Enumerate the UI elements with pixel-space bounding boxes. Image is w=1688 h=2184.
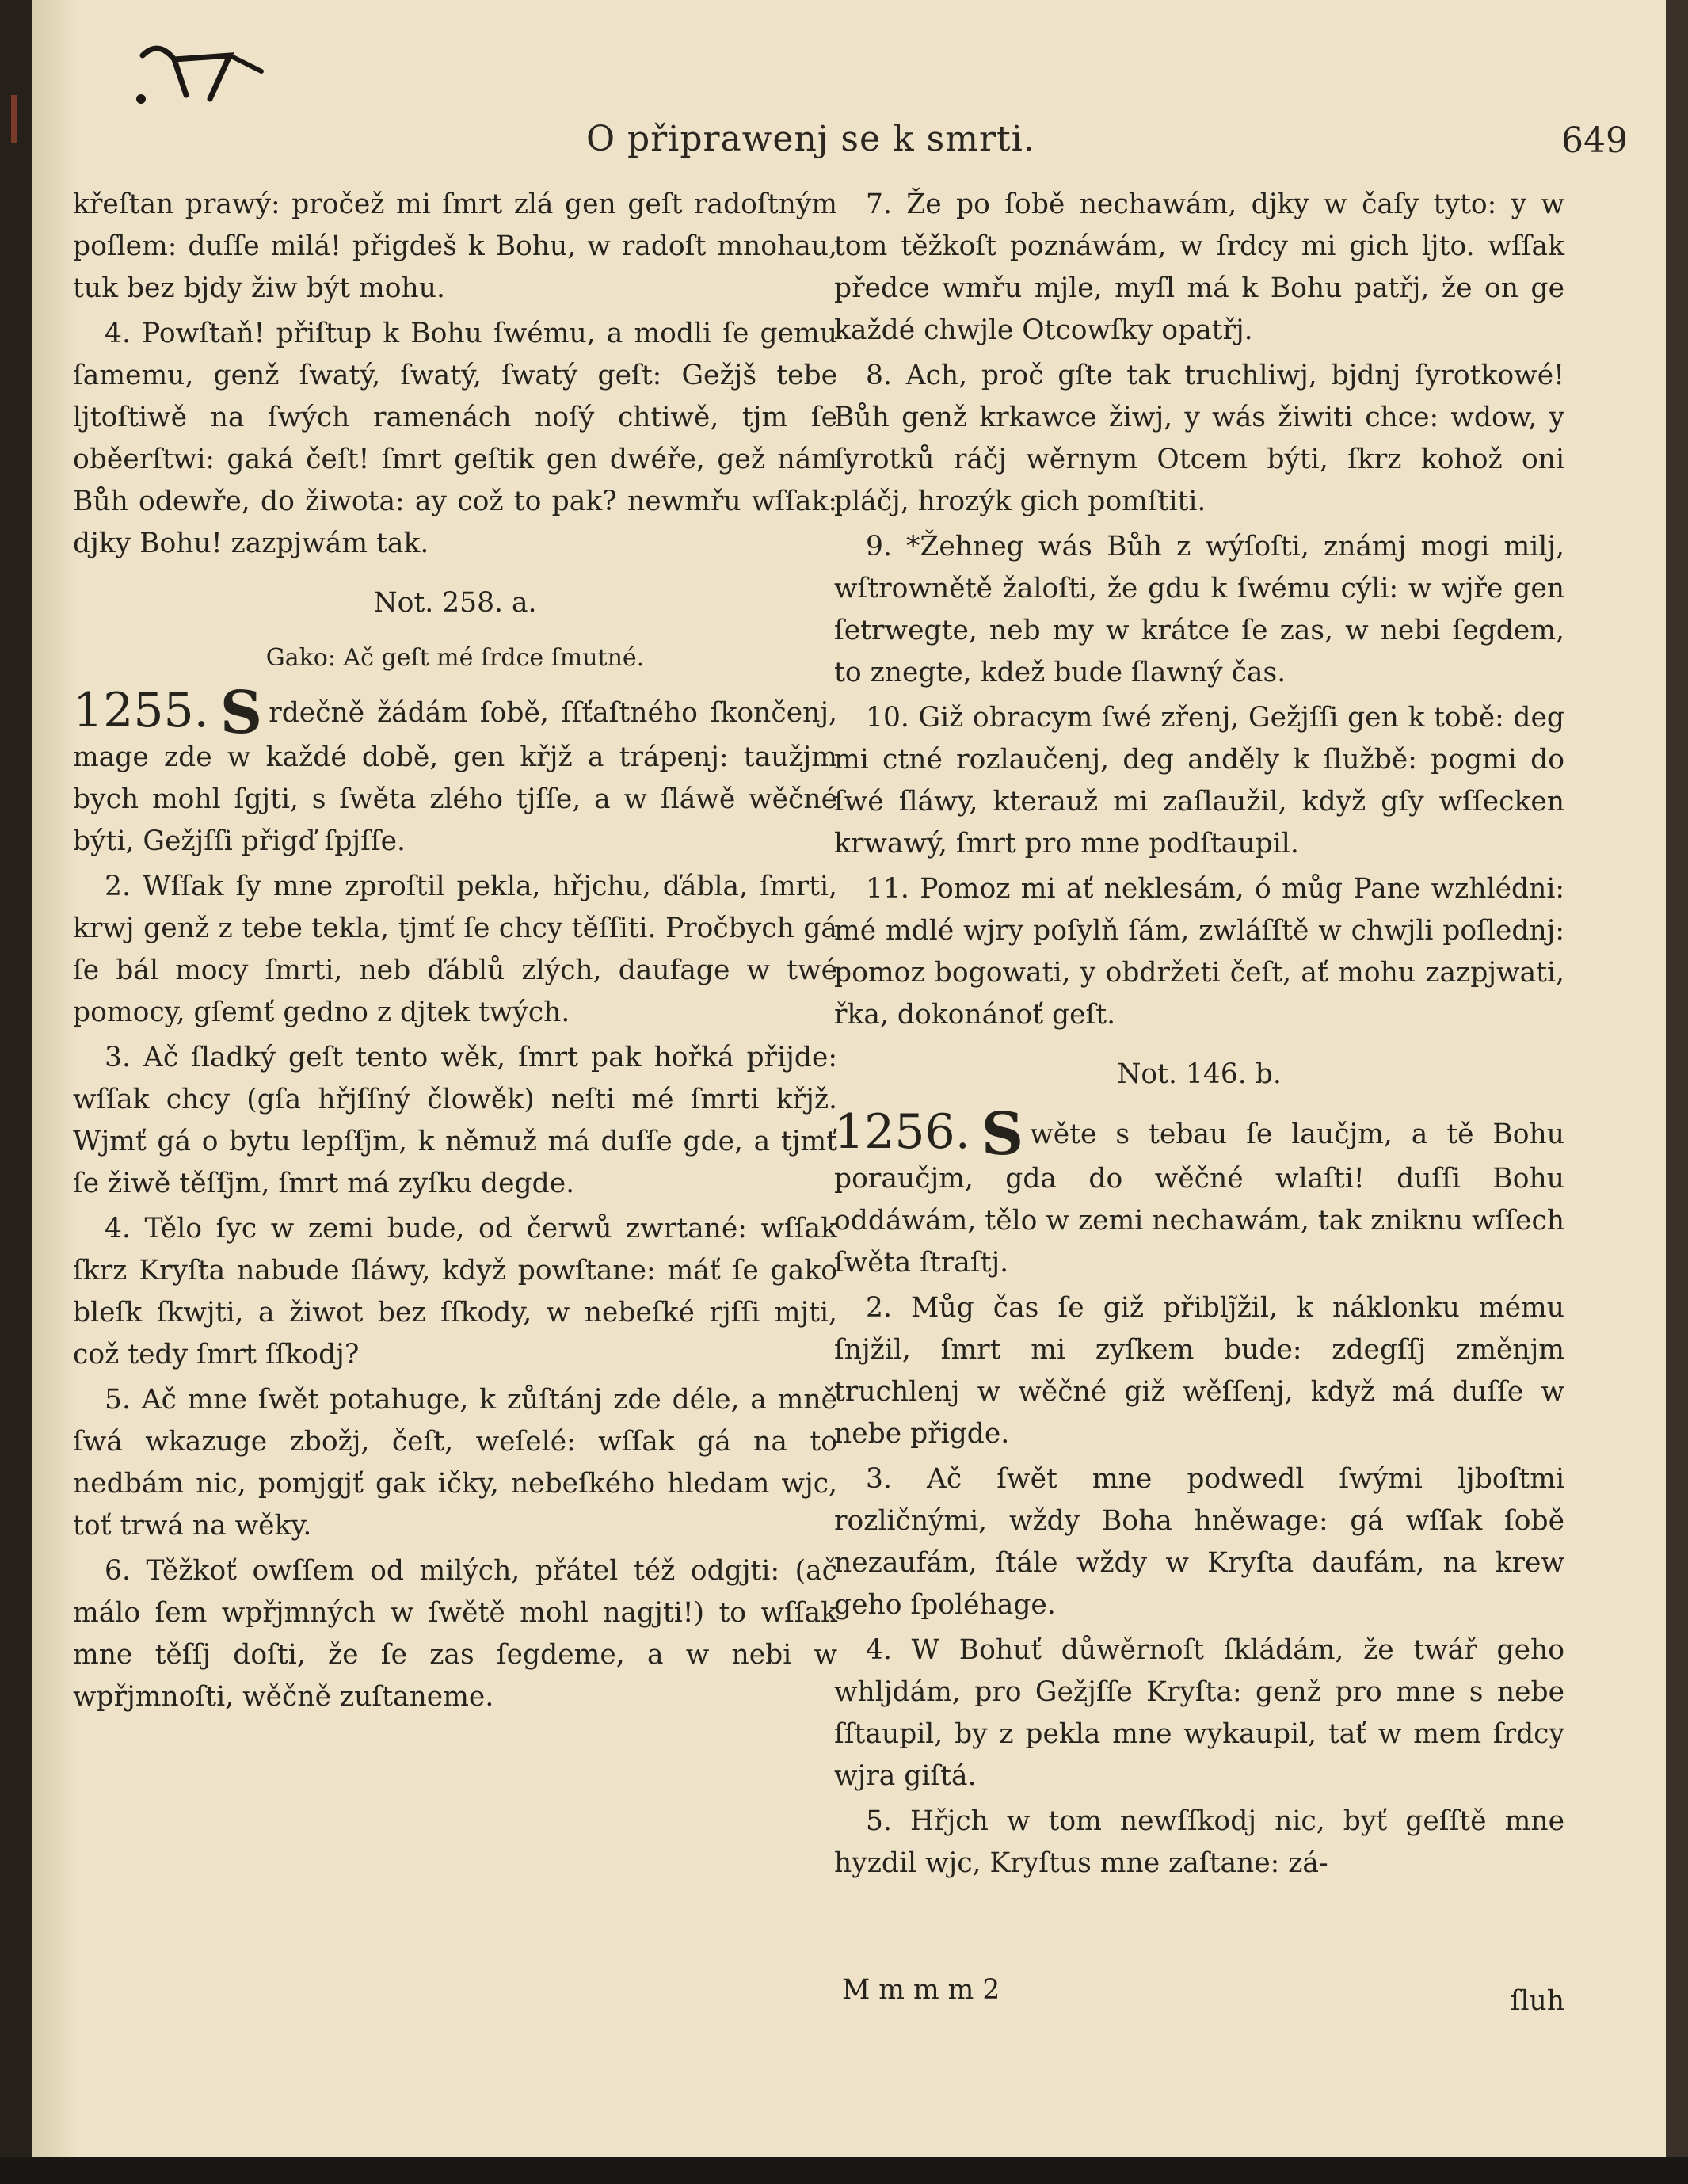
hymn-first-stanza: wěte s tebau ſe laučjm, a tě Bohu poraučjm, gda do wěčné wlaſti! duſſi Bohu oddáwám, tělo w zemi nechawám, tak zniknu wſſech ſwěta ſtraſtj. [834, 1119, 1564, 1279]
stanza: 11. Pomoz mi ať neklesám, ó můg Pane wzhlédni: mé mdlé wjry poſylň ſám, zwláſſtě w chwjli poſlednj: pomoz bogowati, y obdržeti čeſt, ať mohu zazpjwati, řka, dokonánoť geſt. [834, 873, 1564, 1031]
stanza: 5. Hřjch w tom newſſkodj nic, byť geſſtě mne hyzdil wjc, Kryſtus mne zaſtane: zá- [834, 1805, 1564, 1879]
stanza: 2. Wſſak ſy mne zproſtil pekla, hřjchu, ďábla, ſmrti, krwj genž z tebe tekla, tjmť ſe chcy těſſiti. Pročbych gá ſe bál mocy ſmrti, neb ďáblů zlých, daufage w twé pomocy, gſemť gedno z djtek twých. [73, 871, 837, 1028]
tune-note: Not. 258. a. [373, 587, 537, 619]
stanza: 2. Můg čas ſe giž přiblj̃žil, k náklonku mému ſnjžil, ſmrt mi zyſkem bude: zdegſſj změnjm truchlenj w wěčné giž wěſſenj, když má duſſe w nebe přigde. [834, 1292, 1564, 1450]
stanza: 4. W Bohuť důwěrnoſt ſkládám, že twář geho whljdám, pro Gežjſſe Kryſta: genž pro mne s nebe ſſtaupil, by z pekla mne wykaupil, tať w mem ſrdcy wjra giſtá. [834, 1634, 1564, 1792]
handwritten-mark-icon [119, 24, 277, 111]
tune-subtitle: Gako: Ač geſt mé ſrdce ſmutné. [265, 644, 645, 672]
page-edge [1666, 0, 1688, 2184]
book-page [32, 0, 1688, 2159]
stanza: 5. Ač mne ſwět potahuge, k zůſtánj zde déle, a mně ſwá wkazuge zbožj, čeſt, weſelé: wſſak gá na to nedbám nic, pomjgjť gak ičky, nebeſkého hledam wjc, toť trwá na wěky. [73, 1384, 837, 1542]
spine-ribbon [11, 95, 17, 143]
stanza: 3. Ač ſladký geſt tento wěk, ſmrt pak hořká přijde: wſſak chcy (gſa hřjſſný člowěk) neſti mé ſmrti křjž. Wjmť gá o bytu lepſſjm, k němuž má duſſe gde, a tjmť ſe žiwě těſſjm, ſmrt má zyſku degde. [73, 1042, 837, 1199]
page-footer [834, 1974, 1564, 2022]
stanza: 8. Ach, proč gſte tak truchliwj, bjdnj ſyrotkowé! Bůh genž krkawce žiwj, y wás žiwiti chce: wdow, y ſyrotků ráčj wěrnym Otcem býti, ſkrz kohož oni pláčj, hrozýk gich pomſtiti. [834, 360, 1564, 517]
hymn-number: 1256. [834, 1104, 970, 1160]
hymn-first-stanza: rdečně žádám ſobě, ſſťaſtného ſkončenj, mage zde w každé době, gen křjž a trápenj: taužjm bych mohl ſgjti, s ſwěta zlého tjſſe, a w ſláwě wěčné býti, Gežjſſi přigď ſpjſſe. [73, 697, 837, 857]
paragraph: 4. Powſtaň! přiſtup k Bohu ſwému, a modli ſe gemu ſamemu, genž ſwatý, ſwatý, ſwatý geſt: Gežjš tebe ljtoſtiwě na ſwých ramenách noſý chtiwě, tjm ſe oběerſtwi: gaká čeſt! ſmrt geſtik gen dwéře, gež nám Bůh odewře, do žiwota: ay což to pak? newmřu wſſak: djky Bohu! zazpjwám tak. [73, 318, 837, 559]
hymn-1256-opening [834, 1100, 1564, 1284]
drop-initial: S [219, 679, 263, 747]
running-title: O připrawenj se k smrti. [586, 119, 1035, 159]
right-column [834, 184, 1564, 1888]
stanza: 7. Že po ſobě nechawám, djky w čaſy tyto: y w tom těžkoſt poznáwám, w ſrdcy mi gich ljto. wſſak předce wmřu mjle, myſl má k Bohu patřj, že on ge každé chwjle Otcowſky opatřj. [834, 189, 1564, 346]
tune-note: Not. 146. b. [1117, 1058, 1282, 1090]
stanza: 10. Giž obracym ſwé zřenj, Gežjſſi gen k tobě: deg mi ctné rozlaučenj, deg anděly k ſlužbě: pogmi do ſwé ſláwy, kterauž mi zaſlaužil, když gſy wſſecken krwawý, ſmrt pro mne podſtaupil. [834, 702, 1564, 859]
page-number: 649 [1561, 120, 1628, 161]
catchword: ſluh [1510, 1985, 1564, 2017]
book-spine [0, 0, 32, 2184]
signature-mark: M m m m 2 [842, 1974, 1000, 2006]
stanza: 4. Tělo ſyc w zemi bude, od čerwů zwrtané: wſſak ſkrz Kryſta nabude ſláwy, když powſtane: máť ſe gako bleſk ſkwjti, a žiwot bez ſſkody, w nebeſké rjſſi mjti, což tedy ſmrt ſſkodj? [73, 1213, 837, 1370]
drop-initial: S [981, 1100, 1024, 1168]
paragraph: křeſtan prawý: pročež mi ſmrt zlá gen geſt radoſtným poſlem: duſſe milá! přigdeš k Bohu, w radoſt mnohau, tuk bez bjdy žiw být mohu. [73, 189, 837, 304]
stanza: 9. *Žehneg wás Bůh z wýſoſti, známj mogi milj, wſtrownětě žaloſti, že gdu k ſwému cýli: w wjře gen ſetrwegte, neb my w krátce ſe zas, w nebi ſegdem, to znegte, kdež bude ſlawný čas. [834, 531, 1564, 688]
stanza: 3. Ač ſwět mne podwedl ſwými ljboſtmi rozličnými, wždy Boha hněwage: gá wſſak ſobě nezaufám, ſtále wždy w Kryſta daufám, na krew geho ſpoléhage. [834, 1463, 1564, 1621]
left-column [73, 184, 837, 1721]
stanza: 6. Těžkoť owſſem od milých, přátel též odgjti: (ač málo ſem wpřjmných w ſwětě mohl nagjti!) to wſſak mne těſſj doſti, že ſe zas ſegdeme, a w nebi w wpřjmnoſti, wěčně zuſtaneme. [73, 1555, 837, 1713]
page-header [32, 119, 1656, 174]
hymn-1255-opening [73, 679, 837, 863]
bottom-margin [0, 2157, 1688, 2184]
hymn-number: 1255. [73, 683, 209, 738]
